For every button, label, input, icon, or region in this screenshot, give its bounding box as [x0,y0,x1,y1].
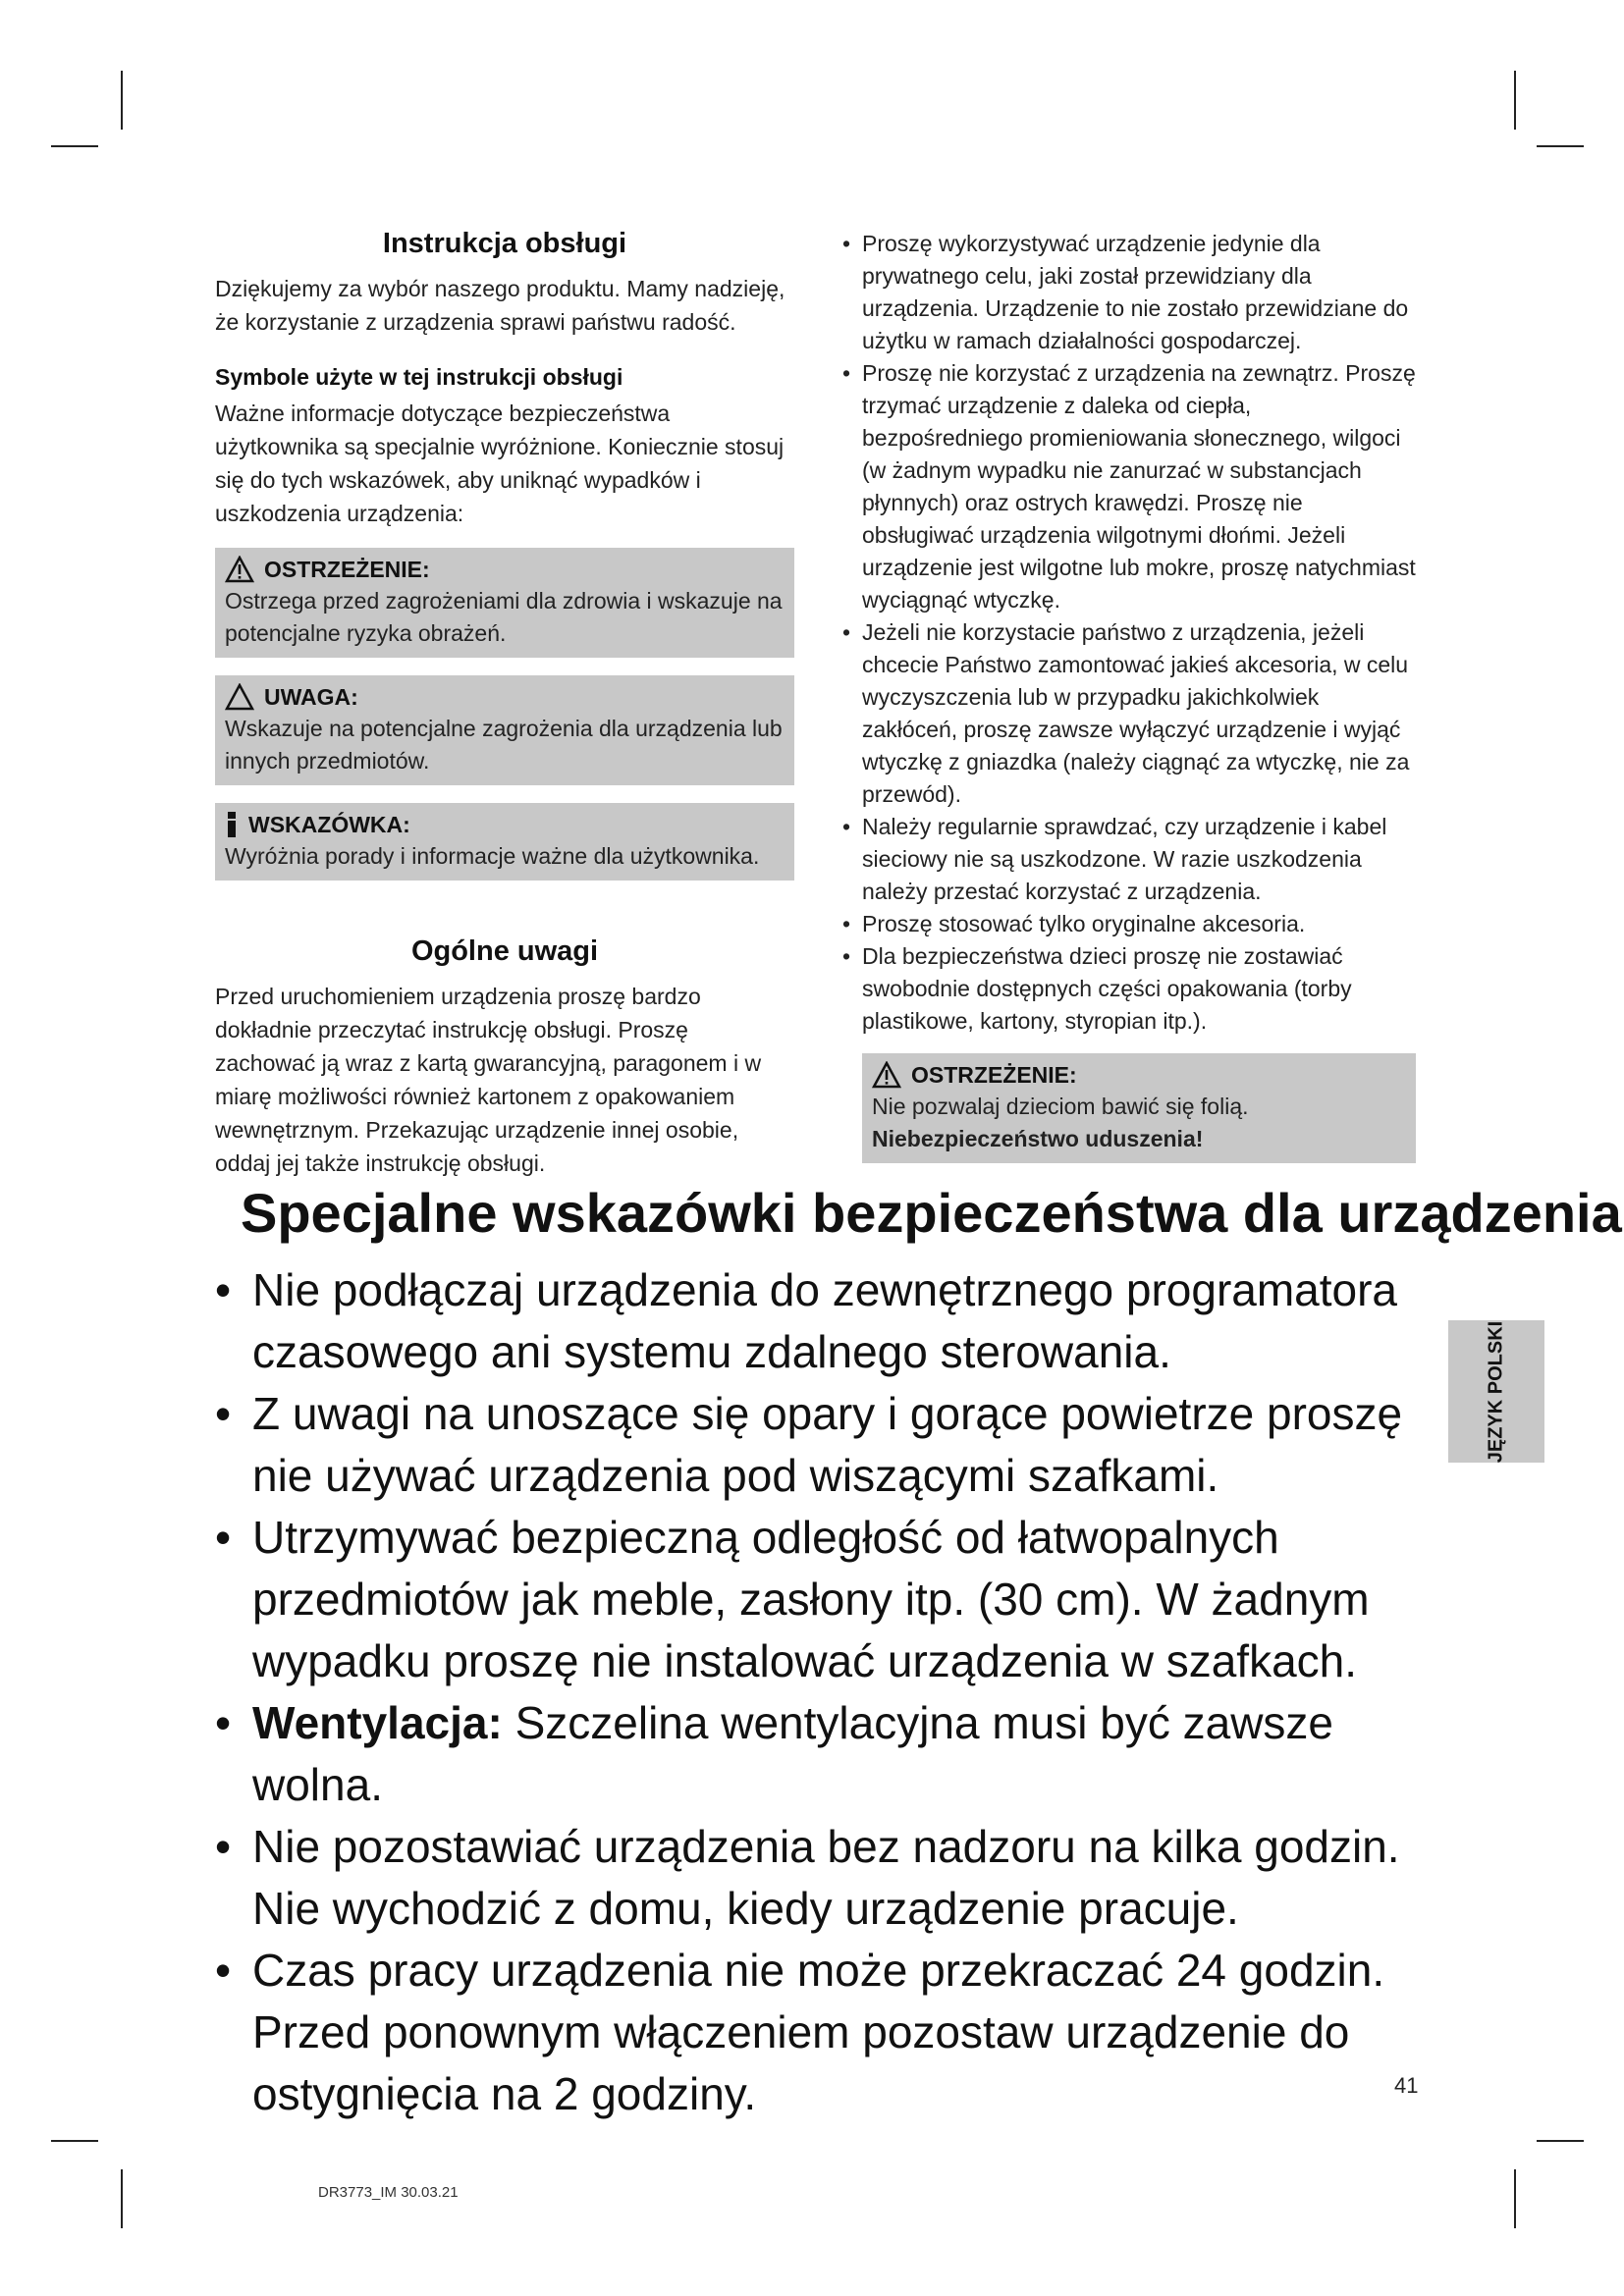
crop-mark [1537,2140,1584,2142]
list-item: • Nie pozostawiać urządzenia bez nadzoru na kilka godzin. Nie wychodzić z domu, kiedy urządzenie pracuje. [211,1816,1429,1940]
list-item: • Proszę wykorzystywać urządzenie jedynie dla prywatnego celu, jaki został przewidziany dla urządzenia. Urządzenie to nie zostało przewidziane do użytku w ramach działalności gospodarczej. [837,228,1416,357]
warning-text: Ostrzega przed zagrożeniami dla zdrowia i wskazuje na potencjalne ryzyka obrażeń. [225,588,783,646]
hint-label: WSKAZÓWKA: [248,812,410,837]
child-warning-label: OSTRZEŻENIE: [911,1062,1077,1088]
warning-triangle-icon [872,1061,901,1089]
list-item: • Proszę nie korzystać z urządzenia na zewnątrz. Proszę trzymać urządzenie z daleka od ciepła, bezpośredniego promieniowania słonecznego, wilgoci (w żadnym wypadku nie zanurzać w substancjach płynnych) oraz ostrych krawędzi. Proszę nie obsługiwać urządzenia wilgotnymi dłońmi. Jeżeli urządzenie jest wilgotne lub mokre, proszę natychmiast wyciągnąć wtyczkę. [837,357,1416,616]
crop-mark [51,2140,98,2142]
list-item: • Nie podłączaj urządzenia do zewnętrznego programatora czasowego ani systemu zdalnego sterowania. [211,1259,1429,1383]
crop-mark [121,2169,123,2228]
crop-mark [1514,2169,1516,2228]
list-item [211,1692,1429,1816]
general-text: Przed uruchomieniem urządzenia proszę bardzo dokładnie przeczytać instrukcję obsługi. Proszę zachować ją wraz z kartą gwarancyjną, paragonem i w miarę możliwości również kartonem z opakowaniem wewnętrznym. Przekazując urządzenie innej osobie, oddaj jej także instrukcję obsługi. [215,984,762,1176]
ventilation-label: Wentylacja: [252,1697,503,1748]
language-tab [1448,1320,1544,1463]
caution-triangle-icon [225,683,254,711]
symbols-heading: Symbole użyte w tej instrukcji obsługi [215,364,623,390]
footer-code: DR3773_IM 30.03.21 [318,2184,459,2201]
intro-text: Dziękujemy za wybór naszego produktu. Mamy nadzieję, że korzystanie z urządzenia sprawi państwu radość. [215,276,785,335]
special-list [211,1259,1429,2125]
list-item: • Proszę stosować tylko oryginalne akcesoria. [837,908,1416,940]
list-item: • Należy regularnie sprawdzać, czy urządzenie i kabel sieciowy nie są uszkodzone. W razie uszkodzenia należy przestać korzystać z urządzenia. [837,811,1416,908]
crop-mark [1537,145,1584,147]
list-item: • Z uwagi na unoszące się opary i gorące powietrze proszę nie używać urządzenia pod wiszącymi szafkami. [211,1383,1429,1507]
hint-note [215,803,794,881]
list-item: • Czas pracy urządzenia nie może przekraczać 24 godzin. Przed ponownym włączeniem pozostaw urządzenie do ostygnięcia na 2 godziny. [211,1940,1429,2125]
crop-mark [121,71,123,130]
page-number: 41 [1394,2073,1419,2098]
left-column [215,228,794,1180]
general-title: Ogólne uwagi [410,935,599,967]
general-section [215,935,794,1180]
info-icon [225,810,239,839]
right-column [837,228,1416,1163]
symbols-text: Ważne informacje dotyczące bezpieczeństwa użytkownika są specjalnie wyróżnione. Koniecznie stosuj się do tych wskazówek, aby uniknąć wypadków i uszkodzenia urządzenia: [215,400,785,526]
list-item: • Dla bezpieczeństwa dzieci proszę nie zostawiać swobodnie dostępnych części opakowania (torby plastikowe, kartony, styropian itp.). [837,940,1416,1038]
instruction-title: Instrukcja obsługi [382,228,627,259]
special-title: Specjalne wskazówki bezpieczeństwa dla urządzenia [241,1182,1622,1244]
list-item: • Jeżeli nie korzystacie państwo z urządzenia, jeżeli chcecie Państwo zamontować jakieś akcesoria, w celu wyczyszczenia lub w przypadku jakichkolwiek zakłóceń, proszę zawsze wyłączyć urządzenie i wyjąć wtyczkę z gniazdka (należy ciągnąć za wtyczkę, nie za przewód). [837,616,1416,811]
child-warning-note [862,1053,1416,1163]
list-item: • Utrzymywać bezpieczną odległość od łatwopalnych przedmiotów jak meble, zasłony itp. (30 cm). W żadnym wypadku proszę nie instalować urządzenia w szafkach. [211,1507,1429,1692]
child-warning-bold: Niebezpieczeństwo uduszenia! [872,1126,1204,1151]
warning-label: OSTRZEŻENIE: [264,557,430,582]
crop-mark [1514,71,1516,130]
safety-list [837,228,1416,1038]
caution-label: UWAGA: [264,684,358,710]
ventilation-text: Szczelina wentylacyjna musi być zawsze wolna. [252,1697,1334,1810]
crop-mark [51,145,98,147]
caution-text: Wskazuje na potencjalne zagrożenia dla urządzenia lub innych przedmiotów. [225,716,783,774]
child-warning-text: Nie pozwalaj dzieciom bawić się folią. [872,1094,1249,1119]
warning-triangle-icon [225,556,254,583]
hint-text: Wyróżnia porady i informacje ważne dla użytkownika. [225,843,760,869]
caution-note [215,675,794,785]
language-tab-label: JĘZYK POLSKI [1485,1320,1507,1463]
warning-note [215,548,794,658]
